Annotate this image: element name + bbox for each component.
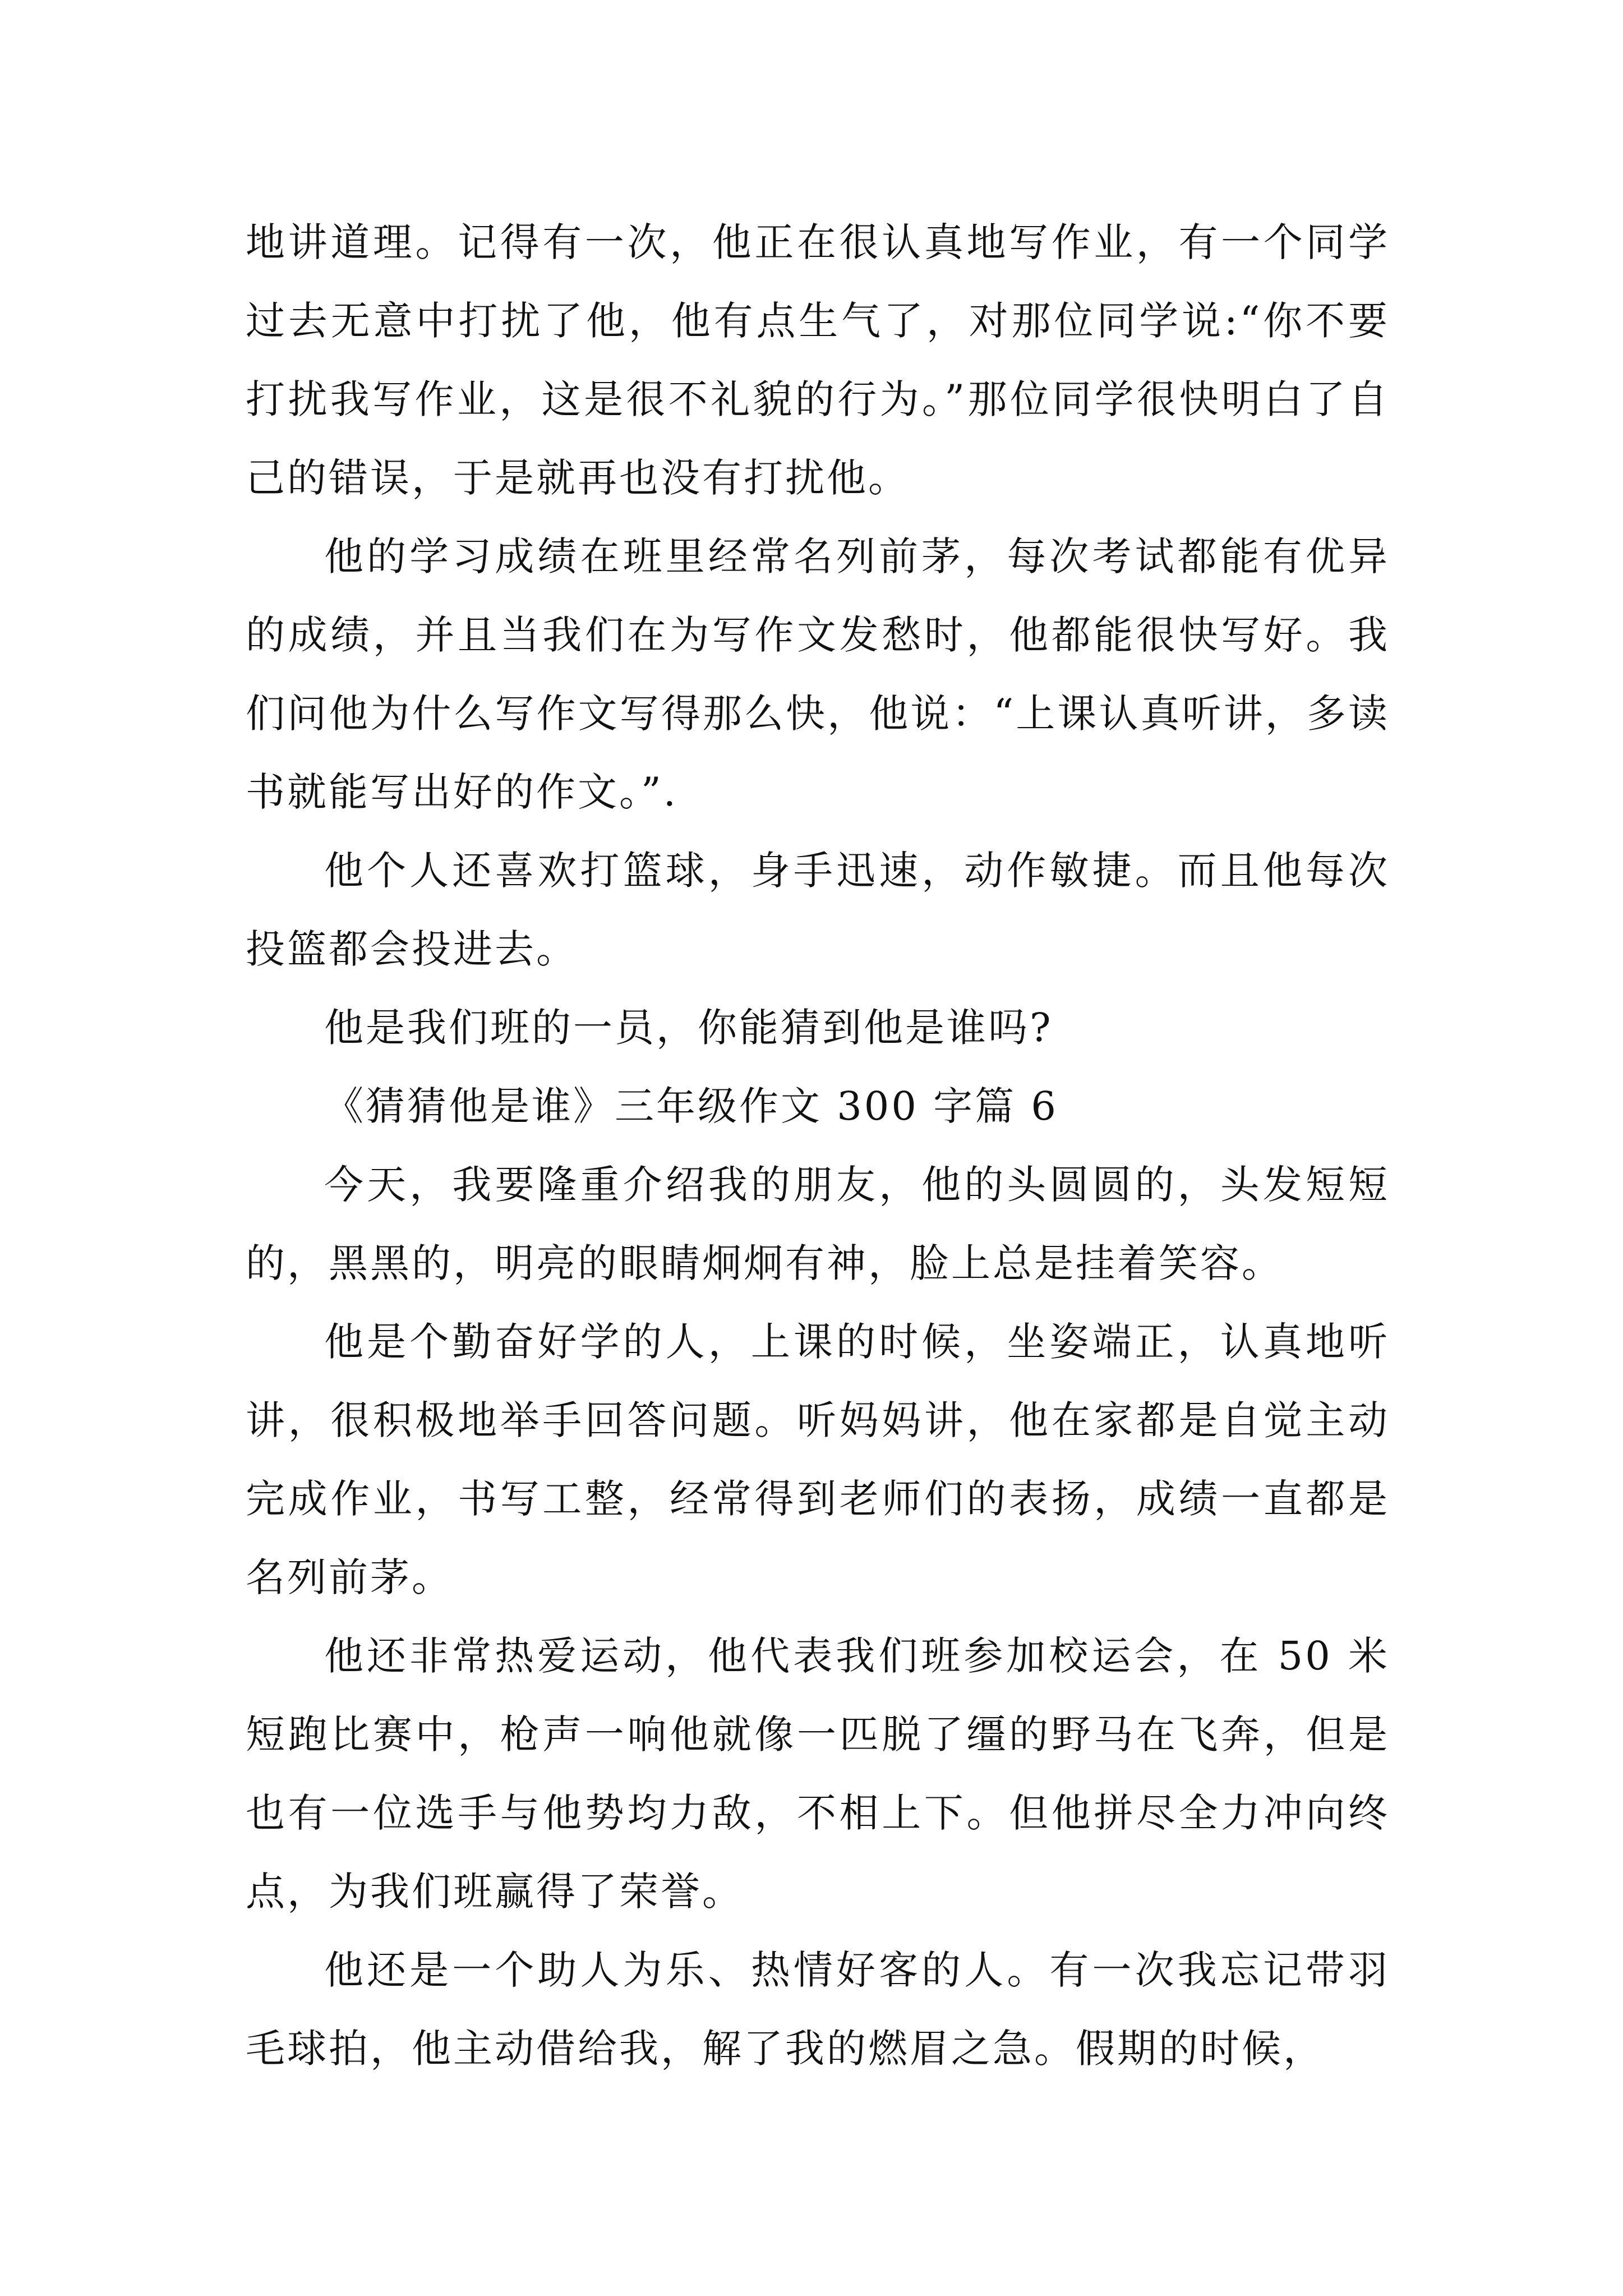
document-body: [246, 203, 1390, 2088]
paragraph-1: 地讲道理。记得有一次，他正在很认真地写作业，有一个同学过去无意中打扰了他，他有点生气了，对那位同学说:“你不要打扰我写作业，这是很不礼貌的行为。”那位同学很快明白了自己的错误，于是就再也没有打扰他。: [246, 219, 1390, 501]
section-heading: 《猜猜他是谁》三年级作文 300 字篇 6: [324, 1083, 1058, 1129]
paragraph-4: 他是我们班的一员，你能猜到他是谁吗?: [324, 1005, 1053, 1051]
paragraph-6: 他是个勤奋好学的人，上课的时候，坐姿端正，认真地听讲，很积极地举手回答问题。听妈妈讲，他在家都是自觉主动完成作业，书写工整，经常得到老师们的表扬，成绩一直都是名列前茅。: [246, 1319, 1390, 1600]
paragraph-2: 他的学习成绩在班里经常名列前茅，每次考试都能有优异的成绩，并且当我们在为写作文发愁时，他都能很快写好。我们问他为什么写作文写得那么快，他说：“上课认真听讲，多读书就能写出好的作文。”.: [246, 533, 1390, 815]
paragraph-8: 他还是一个助人为乐、热情好客的人。有一次我忘记带羽毛球拍，他主动借给我，解了我的燃眉之急。假期的时候，: [246, 1947, 1390, 2072]
paragraph-7: 他还非常热爱运动，他代表我们班参加校运会，在 50 米短跑比赛中，枪声一响他就像一匹脱了缰的野马在飞奔，但是也有一位选手与他势均力敌，不相上下。但他拼尽全力冲向终点，为我们班赢得了荣誉。: [246, 1633, 1390, 1915]
paragraph-3: 他个人还喜欢打篮球，身手迅速，动作敏捷。而且他每次投篮都会投进去。: [246, 848, 1390, 972]
paragraph-5: 今天，我要隆重介绍我的朋友，他的头圆圆的，头发短短的，黑黑的，明亮的眼睛炯炯有神，脸上总是挂着笑容。: [246, 1162, 1390, 1286]
